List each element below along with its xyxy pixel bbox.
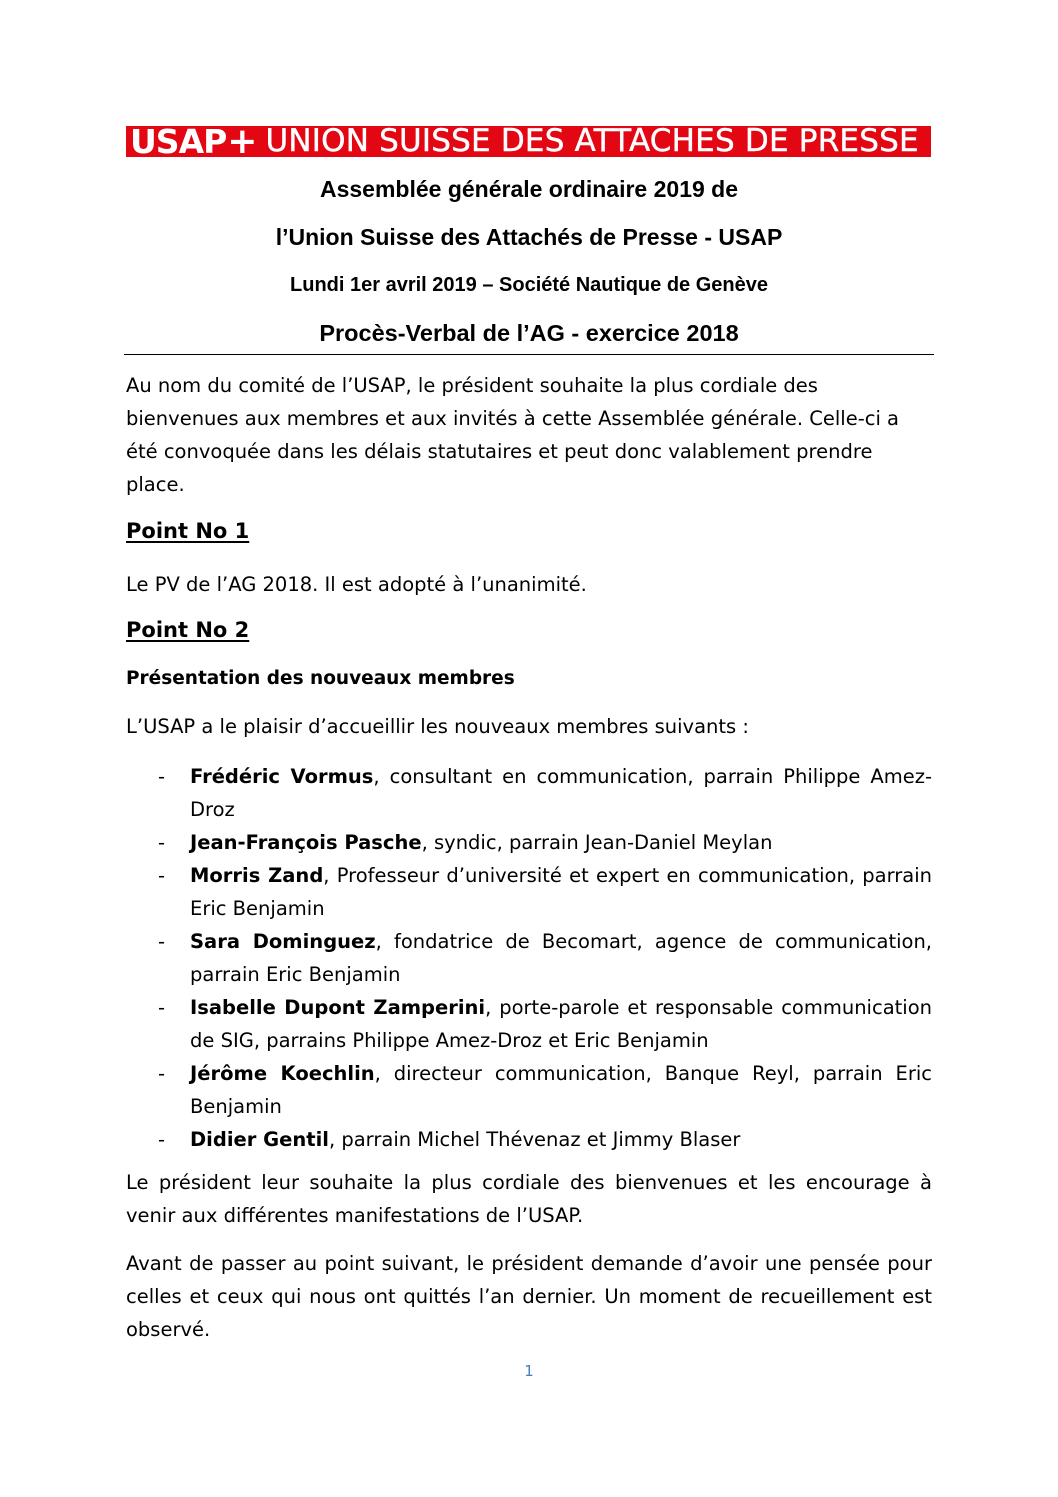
point-2-subheading: Présentation des nouveaux membres <box>126 668 515 689</box>
point-2-lead: L’USAP a le plaisir d’accueillir les nouveaux membres suivants : <box>126 715 749 738</box>
list-dash: - <box>158 1062 166 1085</box>
member-name: Jérôme Koechlin <box>190 1062 375 1085</box>
member-name: Jean-François Pasche <box>190 831 422 854</box>
date-location-line: Lundi 1er avril 2019 – Société Nautique de Genève <box>290 274 768 296</box>
member-description: , syndic, parrain Jean-Daniel Meylan <box>421 831 773 854</box>
title-line-2: l’Union Suisse des Attachés de Presse - USAP <box>275 224 783 250</box>
member-description: , consultant en communication, parrain Philippe Amez-Droz <box>190 765 932 821</box>
list-dash: - <box>158 831 166 854</box>
page-number: 1 <box>524 1362 534 1380</box>
member-name: Frédéric Vormus <box>190 765 374 788</box>
list-item <box>126 859 932 925</box>
list-dash: - <box>158 930 166 953</box>
document-subtitle: Procès-Verbal de l’AG - exercice 2018 <box>319 320 739 346</box>
member-name: Sara Dominguez <box>190 930 376 953</box>
member-description: , fondatrice de Becomart, agence de communication, parrain Eric Benjamin <box>190 930 932 986</box>
intro-paragraph: Au nom du comité de l’USAP, le président souhaite la plus cordiale des bienvenues aux membres et aux invités à cette Assemblée générale. Celle-ci a été convoquée dans les délais statutaires et peut donc valablement prendre place. <box>126 374 900 496</box>
header-divider <box>124 354 934 355</box>
list-item <box>126 826 932 859</box>
list-dash: - <box>158 765 166 788</box>
list-dash: - <box>158 864 166 887</box>
member-name: Isabelle Dupont Zamperini <box>190 996 486 1019</box>
list-item <box>126 991 932 1057</box>
point-1-heading: Point No 1 <box>126 519 250 543</box>
tribute-paragraph: Avant de passer au point suivant, le président demande d’avoir une pensée pour celles et ceux qui nous ont quittés l’an dernier. Un moment de recueillement est observé. <box>126 1252 932 1341</box>
list-item <box>126 1057 932 1123</box>
new-members-list <box>126 760 932 1156</box>
list-dash: - <box>158 1128 166 1151</box>
logo-text-label: UNION SUISSE DES ATTACHES DE PRESSE <box>261 126 931 157</box>
member-description: , porte-parole et responsable communication de SIG, parrains Philippe Amez-Droz et Eric Benjamin <box>190 996 932 1052</box>
member-name: Morris Zand <box>190 864 324 887</box>
member-name: Didier Gentil <box>190 1128 329 1151</box>
welcome-paragraph: Le président leur souhaite la plus cordiale des bienvenues et les encourage à venir aux différentes manifestations de l’USAP. <box>126 1171 932 1227</box>
logo-plus-icon: + <box>227 126 258 157</box>
usap-logo <box>126 126 931 157</box>
logo-brand: USAP <box>130 126 227 157</box>
member-description: , directeur communication, Banque Reyl, parrain Eric Benjamin <box>190 1062 932 1118</box>
member-description: , Professeur d’université et expert en communication, parrain Eric Benjamin <box>190 864 932 920</box>
point-2-heading: Point No 2 <box>126 618 250 642</box>
list-item <box>126 1123 932 1156</box>
title-line-1: Assemblée générale ordinaire 2019 de <box>319 176 739 202</box>
list-item <box>126 760 932 826</box>
logo-text <box>261 126 931 157</box>
member-description: , parrain Michel Thévenaz et Jimmy Blaser <box>328 1128 741 1151</box>
list-dash: - <box>158 996 166 1019</box>
point-1-text: Le PV de l’AG 2018. Il est adopté à l’unanimité. <box>126 573 587 596</box>
list-item <box>126 925 932 991</box>
